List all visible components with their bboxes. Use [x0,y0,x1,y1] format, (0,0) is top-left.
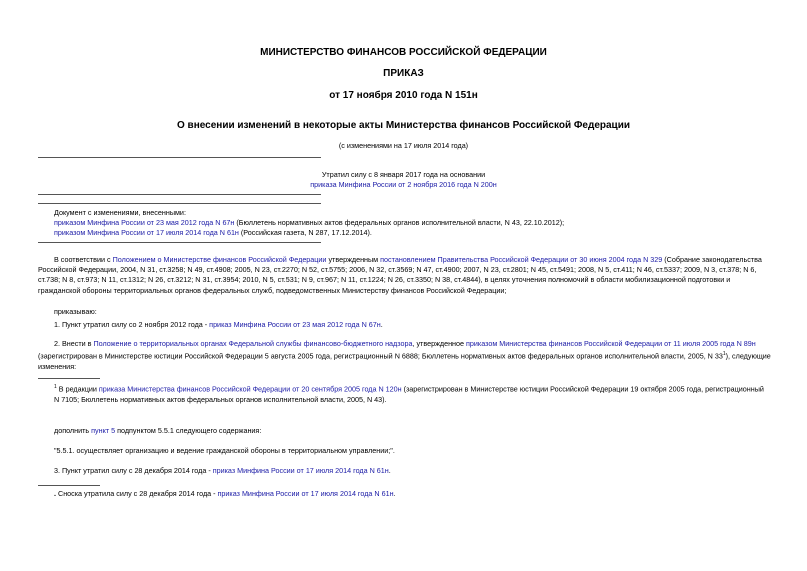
quote: "5.5.1. осуществляет организацию и ведение гражданской обороны в территориальном управлении;". [54,446,395,455]
footnote-divider [38,485,100,486]
footnote-1-text: (зарегистрирован в Министерстве юстиции Российской Федерации 19 октября 2005 года, регистрационный N 7105; Бюллетень нормативных актов федеральных органов исполнительной власти, 2005, N 43). [54,384,764,404]
divider [38,157,321,158]
supplement-text: подпунктом 5.5.1 следующего содержания: [115,426,262,435]
supplement-link[interactable]: пункт 5 [91,426,116,435]
footnote-ref: 1 [722,351,726,358]
doc-date-heading: от 17 ноября 2010 года N 151н [329,90,478,101]
changes-note: (с изменениями на 17 июля 2014 года) [338,141,469,150]
order-word: приказываю: [54,307,97,316]
preamble-text: утвержденным [326,255,381,264]
item-2-text: , утвержденное [412,339,466,348]
footnote-1-link[interactable]: приказа Министерства финансов Российской Федерации от 20 сентября 2005 года N 120н [98,384,402,394]
changes-item [54,218,754,228]
item-2-text: 2. Внести в [54,339,94,348]
item-2-link-regulation[interactable]: Положение о территориальных органах Федеральной службы финансово-бюджетного надзора [93,339,413,348]
footnote-2-end: . [393,489,396,498]
item-3-text: 3. Пункт утратил силу с 28 декабря 2014 года - [54,466,213,475]
item-1 [38,320,773,330]
footnote-2 [54,489,754,499]
changes-item1-text: (Бюллетень нормативных актов федеральных органов исполнительной власти, N 43, 22.10.2012); [234,218,565,228]
changes-intro: Документ с изменениями, внесенными: [54,208,186,217]
item-2 [38,339,773,372]
item-1-text: 1. Пункт утратил силу со 2 ноября 2012 года - [54,320,210,329]
item-1-link[interactable]: приказ Минфина России от 23 мая 2012 года N 67н [209,320,381,329]
item-3-link[interactable]: приказ Минфина России от 17 июля 2014 года N 61н [212,466,389,475]
footnote-mark: 1 [54,384,57,390]
divider [38,242,321,243]
supplement-text: дополнить [54,426,92,435]
supplement [54,426,754,436]
item-2-link-order[interactable]: приказом Министерства финансов Российской Федерации от 11 июля 2005 года N 89н [466,339,756,348]
footnote-1 [54,382,764,405]
changes-item2-link[interactable]: приказом Минфина России от 17 июля 2014 года N 61н [54,228,239,238]
footnote-mark: . [54,489,56,498]
preamble-text: (Собрание законодательства Российской Федерации, 2004, N 31, ст.3258; N 49, ст.4908; 2005, N 23, ст.2270; N 52, ст.5755; 2006, N 32, ст.3569; N 47, ст.4900; 2007, N 23, ст.2801; N 45, ст.5491; 2008, N 5, ст.411; N 46, ст.5337; 2009, N 3, ст.378; N 6, ст.738; N 8, ст.973; N 11, ст.1312; N 26, ст.3212; N 31, ст.3954; 2010, N 5, ст.531; N 9, ст.967; N 11, ст.1224; N 26, ст.3350; N 38, ст.4844), в целях уточнения полномочий в области мобилизационной подготовки и гражданской обороны территориальных органов федеральных служб, подведомственных Министерству финансов Российской Федерации; [38,255,762,295]
ministry-heading: МИНИСТЕРСТВО ФИНАНСОВ РОССИЙСКОЙ ФЕДЕРАЦИИ [260,47,547,58]
item-2-text: ), следующие изменения: [38,351,771,371]
preamble-link-decree[interactable]: постановлением Правительства Российской Федерации от 30 июня 2004 года N 329 [380,255,663,264]
item-3 [54,466,754,476]
changes-item [54,228,754,238]
changes-item1-link[interactable]: приказом Минфина России от 23 мая 2012 года N 67н [54,218,235,228]
divider [38,203,321,204]
void-notice-text: Утратил силу с 8 января 2017 года на основании [321,170,486,179]
footnote-2-link[interactable]: приказ Минфина России от 17 июля 2014 года N 61н [217,489,394,498]
item-1-end: . [380,320,383,329]
doc-title: О внесении изменений в некоторые акты Министерства финансов Российской Федерации [176,120,630,131]
changes-item2-text: (Российская газета, N 287, 17.12.2014). [238,228,372,238]
doc-type-heading: ПРИКАЗ [383,68,424,79]
changes-box [54,208,754,239]
footnote-2-text: Сноска утратила силу с 28 декабря 2014 года - [56,489,218,498]
item-2-text: (зарегистрирован в Министерстве юстиции Российской Федерации 5 августа 2005 года, регистрационный N 6888; Бюллетень нормативных актов федеральных органов исполнительной власти, 2005, N 33 [38,351,723,361]
preamble-text: В соответствии с [54,255,113,264]
footnote-1-text: В редакции [56,384,99,394]
preamble-paragraph [38,255,773,296]
footnote-divider [38,378,100,379]
void-notice-link[interactable]: приказа Минфина России от 2 ноября 2016 года N 200н [310,180,497,189]
item-3-end: . [388,466,391,475]
divider [38,194,321,195]
preamble-link-regulation[interactable]: Положением о Министерстве финансов Российской Федерации [112,255,327,264]
